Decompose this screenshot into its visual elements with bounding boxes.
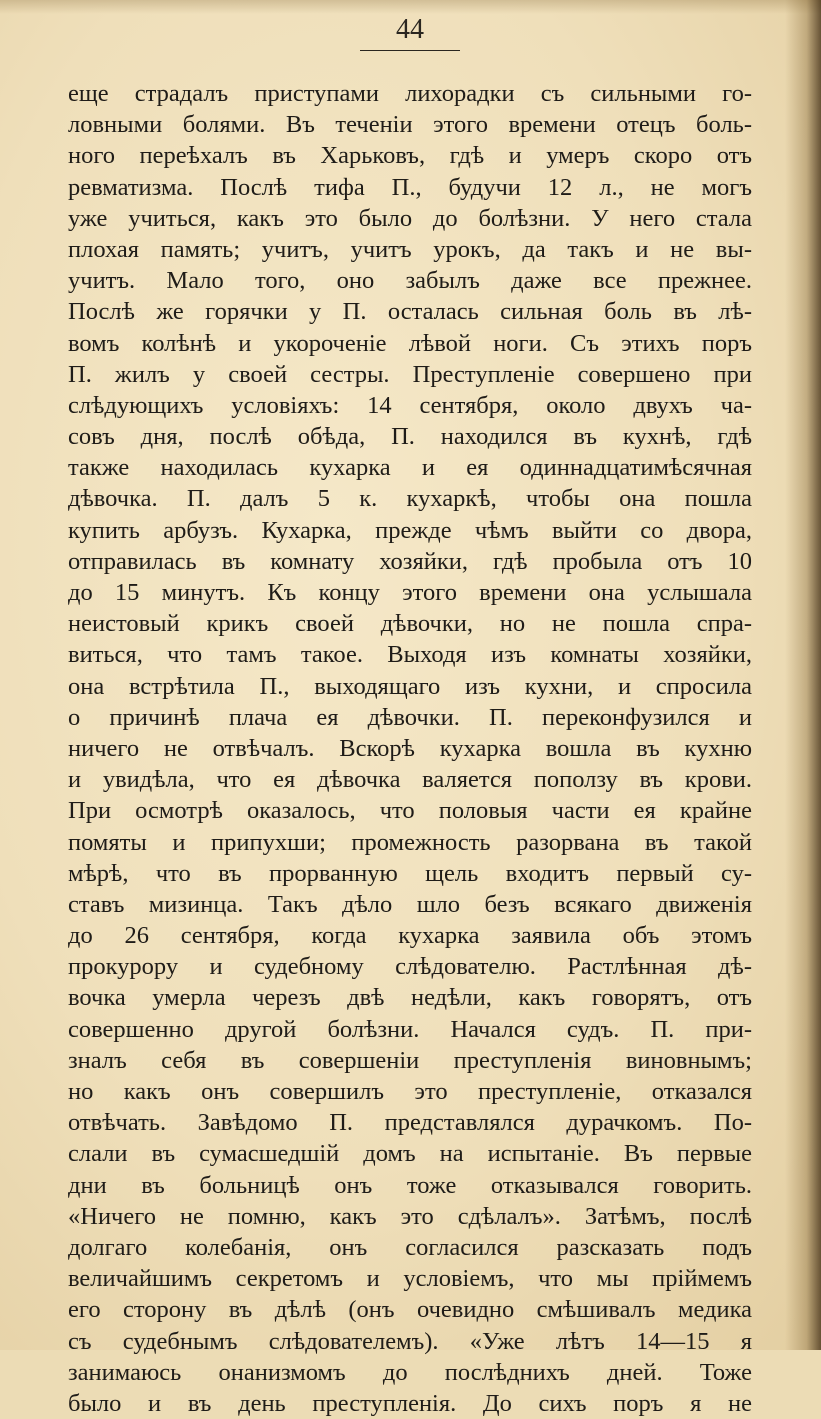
text-line: слали въ сумасшедшій домъ на испытаніе. Въ первые xyxy=(68,1140,752,1168)
body-text xyxy=(68,78,752,1419)
text-line: ставъ мизинца. Такъ дѣло шло безъ всякаго движенія xyxy=(68,890,752,918)
text-line: отправилась въ комнату хозяйки, гдѣ пробыла отъ 10 xyxy=(68,547,752,575)
text-line: слѣдующихъ условіяхъ: 14 сентября, около двухъ ча- xyxy=(68,391,752,419)
text-line: но какъ онъ совершилъ это преступленіе, отказался xyxy=(68,1078,752,1105)
text-line: вочка умерла черезъ двѣ недѣли, какъ говорятъ, отъ xyxy=(68,984,752,1012)
text-line: неистовый крикъ своей дѣвочки, но не пошла спра- xyxy=(68,610,752,638)
text-line: ничего не отвѣчалъ. Вскорѣ кухарка вошла въ кухню xyxy=(68,734,752,762)
text-line: о причинѣ плача ея дѣвочки. П. переконфузился и xyxy=(68,703,752,731)
text-line: также находилась кухарка и ея одиннадцатимѣсячная xyxy=(68,454,752,482)
text-line: купить арбузъ. Кухарка, прежде чѣмъ выйти со двора, xyxy=(68,516,752,544)
text-line: и увидѣла, что ея дѣвочка валяется поползу въ крови. xyxy=(68,766,752,794)
text-line: до 15 минутъ. Къ концу этого времени она услышала xyxy=(68,579,752,606)
text-line: П. жилъ у своей сестры. Преступленіе совершено при xyxy=(68,360,752,388)
text-line: ного переѣхалъ въ Харьковъ, гдѣ и умеръ скоро отъ xyxy=(68,142,752,170)
text-line: его сторону въ дѣлѣ (онъ очевидно смѣшивалъ медика xyxy=(68,1296,752,1324)
text-line: помяты и припухши; промежность разорвана въ такой xyxy=(68,828,752,856)
page-number: 44 xyxy=(396,14,424,45)
text-line: до 26 сентября, когда кухарка заявила объ этомъ xyxy=(68,922,752,950)
text-line: плохая память; учитъ, учитъ урокъ, да такъ и не вы- xyxy=(68,235,752,263)
text-line: занимаюсь онанизмомъ до послѣднихъ дней. Тоже xyxy=(68,1358,752,1386)
text-line: отвѣчать. Завѣдомо П. представлялся дурачкомъ. По- xyxy=(68,1109,752,1137)
book-spine-shadow xyxy=(785,0,821,1350)
text-line: величайшимъ секретомъ и условіемъ, что мы пріймемъ xyxy=(68,1265,752,1293)
text-line: совершенно другой болѣзни. Начался судъ. П. при- xyxy=(68,1015,752,1043)
text-line: учитъ. Мало того, оно забылъ даже все прежнее. xyxy=(68,267,752,295)
text-line: еще страдалъ приступами лихорадки съ сильными го- xyxy=(68,80,752,107)
text-line: было и въ день преступленія. До сихъ поръ я не xyxy=(68,1389,752,1417)
text-line: ловными болями. Въ теченіи этого времени отецъ боль- xyxy=(68,111,752,139)
text-line: При осмотрѣ оказалось, что половыя части ея крайне xyxy=(68,797,752,825)
text-line: долгаго колебанія, онъ согласился разсказать подъ xyxy=(68,1233,752,1261)
text-line: прокурору и судебному слѣдователю. Растлѣнная дѣ- xyxy=(68,953,752,981)
page-header xyxy=(360,12,460,51)
text-line: виться, что тамъ такое. Выходя изъ комнаты хозяйки, xyxy=(68,641,752,669)
text-line: дни въ больницѣ онъ тоже отказывался говорить. xyxy=(68,1171,752,1199)
text-line: вомъ колѣнѣ и укороченіе лѣвой ноги. Съ этихъ поръ xyxy=(68,329,752,357)
text-line: совъ дня, послѣ обѣда, П. находился въ кухнѣ, гдѣ xyxy=(68,423,752,451)
text-line: Послѣ же горячки у П. осталась сильная боль въ лѣ- xyxy=(68,298,752,326)
text-line: зналъ себя въ совершеніи преступленія виновнымъ; xyxy=(68,1046,752,1074)
header-rule xyxy=(360,50,460,51)
text-line: мѣрѣ, что въ прорванную щель входитъ первый су- xyxy=(68,859,752,887)
text-line: «Ничего не помню, какъ это сдѣлалъ». Затѣмъ, послѣ xyxy=(68,1202,752,1230)
text-line: ревматизма. Послѣ тифа П., будучи 12 л., не могъ xyxy=(68,173,752,201)
text-line: дѣвочка. П. далъ 5 к. кухаркѣ, чтобы она пошла xyxy=(68,485,752,513)
text-line: уже учиться, какъ это было до болѣзни. У него стала xyxy=(68,204,752,232)
text-line: она встрѣтила П., выходящаго изъ кухни, и спросила xyxy=(68,672,752,700)
text-line: съ судебнымъ слѣдователемъ). «Уже лѣтъ 14—15 я xyxy=(68,1327,752,1355)
